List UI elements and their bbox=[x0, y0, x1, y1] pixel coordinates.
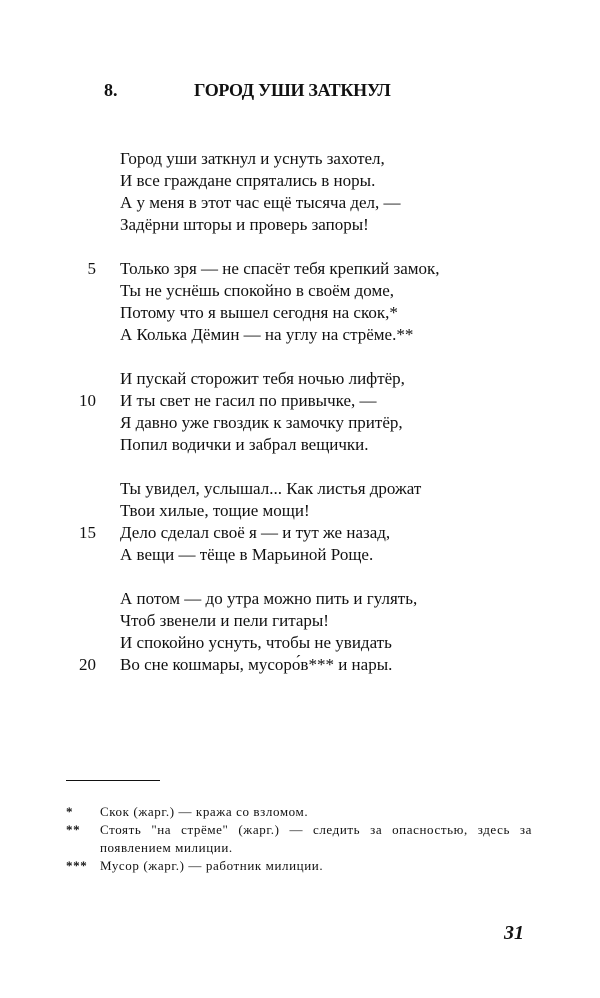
line-text: Город уши заткнул и уснуть захотел, bbox=[120, 149, 385, 168]
stanza bbox=[0, 478, 600, 566]
line-text: Только зря — не спасёт тебя крепкий замок, bbox=[120, 259, 440, 278]
poem-line bbox=[0, 434, 600, 456]
line-text: Чтоб звенели и пели гитары! bbox=[120, 611, 329, 630]
line-text: Ты увидел, услышал... Как листья дрожат bbox=[120, 479, 422, 498]
line-number: 20 bbox=[79, 655, 96, 674]
stanza bbox=[0, 148, 600, 236]
line-text: Попил водички и забрал вещички. bbox=[120, 435, 369, 454]
line-text: И ты свет не гасил по привычке, — bbox=[120, 391, 377, 410]
footnotes bbox=[0, 803, 600, 875]
poem-line bbox=[0, 632, 600, 654]
footnote bbox=[0, 803, 600, 821]
poem-line bbox=[0, 610, 600, 632]
poem-line bbox=[0, 214, 600, 236]
poem-line bbox=[0, 258, 600, 280]
line-number: 5 bbox=[87, 259, 96, 278]
line-text: И спокойно уснуть, чтобы не увидать bbox=[120, 633, 392, 652]
line-text: А вещи — тёще в Марьиной Роще. bbox=[120, 545, 374, 564]
line-text: И пускай сторожит тебя ночью лифтёр, bbox=[120, 369, 405, 388]
line-text: А у меня в этот час ещё тысяча дел, — bbox=[120, 193, 401, 212]
footnote-marker: *** bbox=[66, 858, 88, 873]
footnote-text: Стоять "на стрёме" (жарг.) — следить за опасностью, здесь за появлением милиции. bbox=[100, 822, 532, 855]
page-number: 31 bbox=[504, 922, 524, 944]
line-number: 10 bbox=[79, 391, 96, 410]
line-text: А Колька Дёмин — на углу на стрёме.** bbox=[120, 325, 414, 344]
footnote bbox=[0, 857, 600, 875]
stanza bbox=[0, 588, 600, 676]
line-text: А потом — до утра можно пить и гулять, bbox=[120, 589, 418, 608]
footnote-separator bbox=[66, 780, 160, 781]
poem-line bbox=[0, 280, 600, 302]
poem-line bbox=[0, 324, 600, 346]
line-text: Ты не уснёшь спокойно в своём доме, bbox=[120, 281, 395, 300]
poem-line bbox=[0, 654, 600, 676]
line-text: Потому что я вышел сегодня на скок,* bbox=[120, 303, 398, 322]
line-text: Твои хилые, тощие мощи! bbox=[120, 501, 310, 520]
poem-line bbox=[0, 500, 600, 522]
poem-line bbox=[0, 302, 600, 324]
line-text: Задёрни шторы и проверь запоры! bbox=[120, 215, 369, 234]
line-text: Дело сделал своё я — и тут же назад, bbox=[120, 523, 391, 542]
stanza bbox=[0, 258, 600, 346]
footnote-text: Мусор (жарг.) — работник милиции. bbox=[100, 858, 324, 873]
poem-line bbox=[0, 390, 600, 412]
line-number: 15 bbox=[79, 523, 96, 542]
poem-header bbox=[0, 80, 600, 104]
poem-line bbox=[0, 544, 600, 566]
line-text: Я давно уже гвоздик к замочку притёр, bbox=[120, 413, 403, 432]
footnote-marker: * bbox=[66, 804, 74, 819]
poem-line bbox=[0, 148, 600, 170]
footnote-marker: ** bbox=[66, 822, 81, 837]
poem-title: ГОРОД УШИ ЗАТКНУЛ bbox=[194, 80, 391, 100]
line-text: Во сне кошмары, мусоро́в*** и нары. bbox=[120, 655, 393, 674]
line-text: И все граждане спрятались в норы. bbox=[120, 171, 376, 190]
poem-line bbox=[0, 192, 600, 214]
footnote bbox=[0, 821, 600, 857]
poem-line bbox=[0, 170, 600, 192]
poem-line bbox=[0, 522, 600, 544]
poem-line bbox=[0, 588, 600, 610]
stanza bbox=[0, 368, 600, 456]
poem-line bbox=[0, 412, 600, 434]
footnote-text: Скок (жарг.) — кража со взломом. bbox=[100, 804, 309, 819]
poem-line bbox=[0, 368, 600, 390]
poem-body bbox=[0, 148, 600, 698]
poem-line bbox=[0, 478, 600, 500]
poem-number: 8. bbox=[104, 80, 118, 100]
